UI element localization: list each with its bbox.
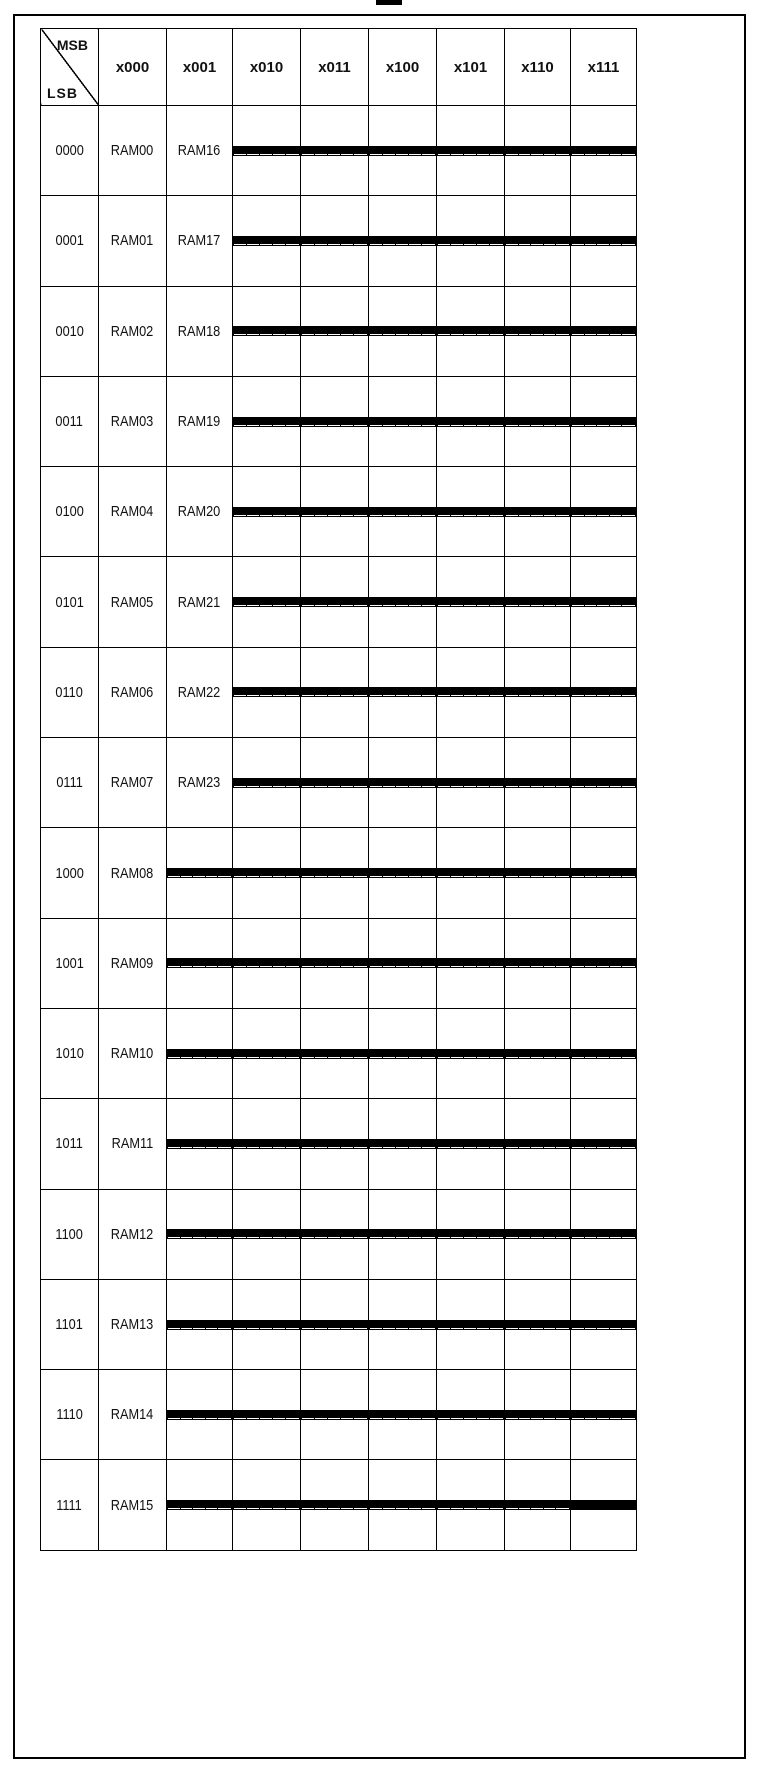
lsb-row-label: 1101 <box>41 1279 99 1369</box>
glyph-bitmap <box>301 326 368 336</box>
table-row <box>41 376 637 466</box>
glyph-bitmap <box>369 417 436 427</box>
glyph-cell <box>167 1099 233 1189</box>
glyph-cell <box>233 557 301 647</box>
glyph-cell <box>369 918 437 1008</box>
ram-cell-x000: RAM07 <box>99 738 167 828</box>
ram-cell-x000: RAM15 <box>99 1460 167 1550</box>
glyph-cell <box>505 557 571 647</box>
glyph-cell <box>571 1189 637 1279</box>
glyph-cell <box>571 1370 637 1460</box>
glyph-cell <box>301 647 369 737</box>
table-row <box>41 557 637 647</box>
ram-cell-x000: RAM06 <box>99 647 167 737</box>
glyph-cell <box>369 467 437 557</box>
msb-label: MSB <box>56 37 88 53</box>
glyph-bitmap <box>369 146 436 156</box>
lsb-row-label: 1001 <box>41 918 99 1008</box>
glyph-bitmap <box>301 1049 368 1059</box>
glyph-bitmap <box>437 597 504 607</box>
lsb-row-label: 0001 <box>41 196 99 286</box>
glyph-bitmap <box>301 778 368 788</box>
lsb-row-label: 1110 <box>41 1370 99 1460</box>
glyph-cell <box>437 1279 505 1369</box>
lsb-row-label: 1100 <box>41 1189 99 1279</box>
glyph-cell <box>167 1279 233 1369</box>
glyph-cell <box>301 828 369 918</box>
glyph-bitmap <box>505 597 570 607</box>
glyph-bitmap <box>233 1139 300 1149</box>
glyph-bitmap <box>233 1410 300 1420</box>
glyph-cell <box>571 828 637 918</box>
glyph-bitmap <box>571 1049 636 1059</box>
glyph-bitmap <box>301 146 368 156</box>
glyph-cell <box>301 1099 369 1189</box>
table-row <box>41 918 637 1008</box>
glyph-cell <box>571 106 637 196</box>
glyph-bitmap <box>571 507 636 517</box>
table-row <box>41 1279 637 1369</box>
glyph-bitmap <box>167 1320 232 1330</box>
glyph-bitmap <box>505 417 570 427</box>
glyph-cell <box>571 738 637 828</box>
corner-cell <box>41 29 99 106</box>
glyph-cell <box>571 1099 637 1189</box>
glyph-bitmap <box>571 236 636 246</box>
glyph-cell <box>233 467 301 557</box>
glyph-cell <box>301 557 369 647</box>
glyph-cell <box>301 1460 369 1550</box>
glyph-bitmap <box>167 1139 232 1149</box>
glyph-bitmap <box>369 778 436 788</box>
ram-cell-x001: RAM17 <box>167 196 233 286</box>
ram-cell-x000: RAM09 <box>99 918 167 1008</box>
ram-cell-x000: RAM11 <box>99 1099 167 1189</box>
glyph-cell <box>301 196 369 286</box>
glyph-bitmap <box>571 1500 636 1510</box>
glyph-cell <box>301 1370 369 1460</box>
glyph-cell <box>505 196 571 286</box>
ram-cell-x000: RAM10 <box>99 1008 167 1098</box>
ram-cell-x000: RAM13 <box>99 1279 167 1369</box>
glyph-cell <box>233 106 301 196</box>
glyph-cell <box>233 918 301 1008</box>
lsb-row-label: 1010 <box>41 1008 99 1098</box>
glyph-bitmap <box>505 326 570 336</box>
glyph-bitmap <box>505 1500 570 1510</box>
glyph-cell <box>437 196 505 286</box>
lsb-row-label: 0011 <box>41 376 99 466</box>
glyph-bitmap <box>369 1320 436 1330</box>
glyph-cell <box>437 1008 505 1098</box>
glyph-bitmap <box>571 146 636 156</box>
glyph-bitmap <box>369 687 436 697</box>
column-header: x110 <box>505 29 571 106</box>
glyph-bitmap <box>301 1410 368 1420</box>
glyph-bitmap <box>233 1320 300 1330</box>
glyph-cell <box>301 106 369 196</box>
glyph-bitmap <box>301 236 368 246</box>
table-row <box>41 738 637 828</box>
table-row <box>41 1460 637 1550</box>
glyph-cell <box>301 918 369 1008</box>
glyph-bitmap <box>167 1410 232 1420</box>
glyph-cell <box>233 1189 301 1279</box>
lsb-row-label: 0000 <box>41 106 99 196</box>
glyph-cell <box>505 918 571 1008</box>
ram-cell-x001: RAM19 <box>167 376 233 466</box>
glyph-bitmap <box>437 1410 504 1420</box>
glyph-cell <box>505 376 571 466</box>
glyph-cell <box>505 1460 571 1550</box>
glyph-bitmap <box>369 1049 436 1059</box>
glyph-cell <box>369 557 437 647</box>
lsb-row-label: 0100 <box>41 467 99 557</box>
glyph-bitmap <box>437 958 504 968</box>
glyph-bitmap <box>301 868 368 878</box>
glyph-cell <box>369 196 437 286</box>
glyph-cell <box>505 106 571 196</box>
lsb-row-label: 0111 <box>41 738 99 828</box>
column-header: x101 <box>437 29 505 106</box>
glyph-bitmap <box>301 1500 368 1510</box>
glyph-cell <box>233 647 301 737</box>
glyph-cell <box>369 286 437 376</box>
glyph-bitmap <box>167 1500 232 1510</box>
glyph-bitmap <box>505 1320 570 1330</box>
glyph-bitmap <box>437 236 504 246</box>
glyph-bitmap <box>167 1049 232 1059</box>
glyph-cell <box>571 557 637 647</box>
glyph-cell <box>437 828 505 918</box>
glyph-bitmap <box>369 1410 436 1420</box>
glyph-bitmap <box>571 1320 636 1330</box>
glyph-bitmap <box>437 417 504 427</box>
ram-cell-x001: RAM23 <box>167 738 233 828</box>
glyph-cell <box>505 1189 571 1279</box>
glyph-bitmap <box>437 778 504 788</box>
glyph-cell <box>301 1008 369 1098</box>
glyph-cell <box>505 286 571 376</box>
glyph-bitmap <box>571 687 636 697</box>
glyph-cell <box>505 1099 571 1189</box>
glyph-bitmap <box>505 778 570 788</box>
glyph-cell <box>437 1460 505 1550</box>
glyph-cell <box>167 828 233 918</box>
glyph-cell <box>369 106 437 196</box>
glyph-bitmap <box>233 507 300 517</box>
glyph-bitmap <box>369 868 436 878</box>
glyph-cell <box>233 738 301 828</box>
glyph-cell <box>505 647 571 737</box>
glyph-cell <box>167 918 233 1008</box>
glyph-bitmap <box>233 868 300 878</box>
lsb-label: LSB <box>47 85 78 101</box>
ram-cell-x001: RAM16 <box>167 106 233 196</box>
glyph-cell <box>233 196 301 286</box>
table-row <box>41 106 637 196</box>
table-row <box>41 647 637 737</box>
ram-cell-x000: RAM03 <box>99 376 167 466</box>
glyph-bitmap <box>301 597 368 607</box>
glyph-bitmap <box>571 778 636 788</box>
glyph-bitmap <box>505 236 570 246</box>
glyph-bitmap <box>369 597 436 607</box>
glyph-cell <box>167 1008 233 1098</box>
glyph-cell <box>233 1008 301 1098</box>
glyph-bitmap <box>233 326 300 336</box>
glyph-bitmap <box>301 1320 368 1330</box>
glyph-cell <box>233 1370 301 1460</box>
glyph-cell <box>233 376 301 466</box>
glyph-cell <box>233 1460 301 1550</box>
ram-cell-x000: RAM12 <box>99 1189 167 1279</box>
glyph-bitmap <box>301 1139 368 1149</box>
ram-cell-x001: RAM20 <box>167 467 233 557</box>
lsb-row-label: 0010 <box>41 286 99 376</box>
glyph-cell <box>301 286 369 376</box>
glyph-cell <box>571 196 637 286</box>
glyph-bitmap <box>301 958 368 968</box>
table-row <box>41 1370 637 1460</box>
glyph-cell <box>369 1370 437 1460</box>
glyph-bitmap <box>571 417 636 427</box>
glyph-bitmap <box>437 146 504 156</box>
column-header: x100 <box>369 29 437 106</box>
glyph-bitmap <box>369 958 436 968</box>
glyph-bitmap <box>505 958 570 968</box>
glyph-bitmap <box>233 236 300 246</box>
table-row <box>41 467 637 557</box>
glyph-bitmap <box>301 507 368 517</box>
glyph-cell <box>571 467 637 557</box>
glyph-cell <box>505 1370 571 1460</box>
glyph-cell <box>369 828 437 918</box>
glyph-cell <box>369 1099 437 1189</box>
glyph-cell <box>437 286 505 376</box>
glyph-bitmap <box>437 1139 504 1149</box>
glyph-cell <box>369 376 437 466</box>
glyph-bitmap <box>369 236 436 246</box>
ram-cell-x000: RAM04 <box>99 467 167 557</box>
glyph-bitmap <box>437 507 504 517</box>
glyph-bitmap <box>233 1049 300 1059</box>
glyph-bitmap <box>167 958 232 968</box>
ram-cell-x000: RAM02 <box>99 286 167 376</box>
glyph-cell <box>437 1370 505 1460</box>
glyph-cell <box>437 467 505 557</box>
table-row <box>41 1099 637 1189</box>
glyph-cell <box>437 376 505 466</box>
column-header: x111 <box>571 29 637 106</box>
glyph-cell <box>301 1279 369 1369</box>
ram-cell-x000: RAM01 <box>99 196 167 286</box>
glyph-cell <box>437 738 505 828</box>
column-header: x011 <box>301 29 369 106</box>
glyph-bitmap <box>437 1320 504 1330</box>
glyph-cell <box>437 1099 505 1189</box>
glyph-cell <box>233 1099 301 1189</box>
glyph-bitmap <box>505 1139 570 1149</box>
ram-cell-x000: RAM08 <box>99 828 167 918</box>
table-row <box>41 1008 637 1098</box>
glyph-cell <box>437 647 505 737</box>
table-row <box>41 1189 637 1279</box>
glyph-bitmap <box>571 1139 636 1149</box>
glyph-bitmap <box>505 146 570 156</box>
glyph-bitmap <box>505 687 570 697</box>
glyph-cell <box>437 918 505 1008</box>
glyph-cell <box>369 1460 437 1550</box>
glyph-bitmap <box>233 417 300 427</box>
glyph-cell <box>505 1008 571 1098</box>
glyph-cell <box>437 106 505 196</box>
glyph-cell <box>571 1008 637 1098</box>
glyph-cell <box>233 828 301 918</box>
glyph-cell <box>505 738 571 828</box>
glyph-bitmap <box>167 1229 232 1239</box>
glyph-cell <box>233 1279 301 1369</box>
ram-cell-x000: RAM05 <box>99 557 167 647</box>
glyph-bitmap <box>233 597 300 607</box>
glyph-bitmap <box>167 868 232 878</box>
glyph-cell <box>301 467 369 557</box>
glyph-cell <box>369 1279 437 1369</box>
column-header: x001 <box>167 29 233 106</box>
column-header: x000 <box>99 29 167 106</box>
glyph-cell <box>571 376 637 466</box>
ram-cell-x000: RAM14 <box>99 1370 167 1460</box>
glyph-bitmap <box>369 1500 436 1510</box>
glyph-bitmap <box>233 958 300 968</box>
glyph-bitmap <box>505 868 570 878</box>
glyph-bitmap <box>233 778 300 788</box>
glyph-bitmap <box>505 507 570 517</box>
glyph-bitmap <box>505 1410 570 1420</box>
table-body <box>41 106 637 1551</box>
glyph-cell <box>571 1460 637 1550</box>
glyph-bitmap <box>369 1139 436 1149</box>
lsb-row-label: 1011 <box>41 1099 99 1189</box>
glyph-cell <box>369 1008 437 1098</box>
glyph-cell <box>301 738 369 828</box>
column-header: x010 <box>233 29 301 106</box>
glyph-bitmap <box>437 1049 504 1059</box>
glyph-cell <box>369 738 437 828</box>
glyph-cell <box>301 376 369 466</box>
glyph-bitmap <box>571 868 636 878</box>
ram-cell-x000: RAM00 <box>99 106 167 196</box>
glyph-bitmap <box>301 687 368 697</box>
ram-cell-x001: RAM18 <box>167 286 233 376</box>
glyph-bitmap <box>505 1049 570 1059</box>
title-fragment <box>376 0 402 5</box>
table-row <box>41 828 637 918</box>
glyph-cell <box>571 647 637 737</box>
glyph-bitmap <box>437 1229 504 1239</box>
glyph-cell <box>369 647 437 737</box>
glyph-cell <box>167 1370 233 1460</box>
glyph-bitmap <box>233 687 300 697</box>
glyph-bitmap <box>233 146 300 156</box>
glyph-bitmap <box>369 326 436 336</box>
glyph-bitmap <box>437 687 504 697</box>
header-row <box>41 29 637 106</box>
glyph-bitmap <box>233 1229 300 1239</box>
lsb-row-label: 0110 <box>41 647 99 737</box>
lsb-row-label: 1111 <box>41 1460 99 1550</box>
glyph-cell <box>505 467 571 557</box>
ram-cell-x001: RAM22 <box>167 647 233 737</box>
glyph-bitmap <box>571 958 636 968</box>
lsb-row-label: 1000 <box>41 828 99 918</box>
glyph-bitmap <box>571 1229 636 1239</box>
glyph-bitmap <box>301 417 368 427</box>
glyph-cell <box>369 1189 437 1279</box>
glyph-bitmap <box>369 507 436 517</box>
glyph-bitmap <box>437 1500 504 1510</box>
glyph-cell <box>571 1279 637 1369</box>
glyph-bitmap <box>369 1229 436 1239</box>
glyph-bitmap <box>571 1410 636 1420</box>
character-map-table <box>40 28 637 1551</box>
glyph-cell <box>167 1189 233 1279</box>
glyph-bitmap <box>301 1229 368 1239</box>
glyph-cell <box>233 286 301 376</box>
glyph-bitmap <box>437 868 504 878</box>
glyph-bitmap <box>571 326 636 336</box>
glyph-bitmap <box>437 326 504 336</box>
table-row <box>41 196 637 286</box>
glyph-cell <box>571 918 637 1008</box>
glyph-bitmap <box>233 1500 300 1510</box>
glyph-cell <box>505 828 571 918</box>
glyph-cell <box>167 1460 233 1550</box>
glyph-cell <box>437 1189 505 1279</box>
glyph-cell <box>571 286 637 376</box>
ram-cell-x001: RAM21 <box>167 557 233 647</box>
glyph-bitmap <box>505 1229 570 1239</box>
glyph-bitmap <box>571 597 636 607</box>
glyph-cell <box>437 557 505 647</box>
glyph-cell <box>301 1189 369 1279</box>
lsb-row-label: 0101 <box>41 557 99 647</box>
table-row <box>41 286 637 376</box>
glyph-cell <box>505 1279 571 1369</box>
